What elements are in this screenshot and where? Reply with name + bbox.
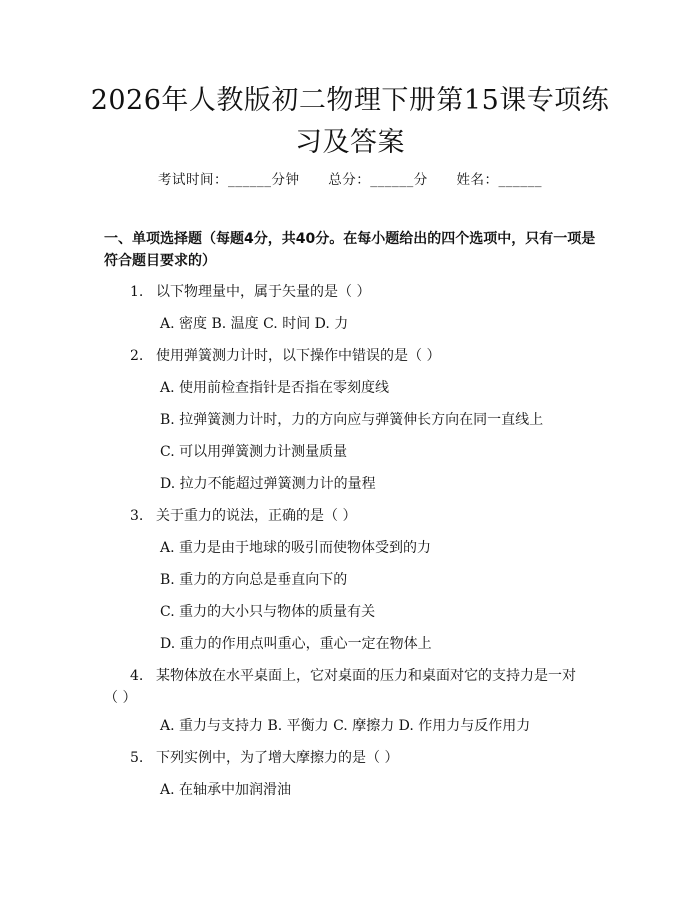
question-number: 1.	[130, 284, 144, 300]
question-3-option-c: C. 重力的大小只与物体的质量有关	[160, 604, 376, 620]
question-stem: 下列实例中，为了增大摩擦力的是（ ）	[156, 750, 399, 766]
question-3-option-a: A. 重力是由于地球的吸引而使物体受到的力	[160, 540, 432, 556]
question-3	[104, 505, 604, 527]
question-5-option-a: A. 在轴承中加润滑油	[160, 782, 292, 798]
name-field: 姓名：______	[456, 172, 542, 188]
question-1	[104, 281, 604, 303]
question-number: 3.	[130, 508, 144, 524]
question-3-option-d: D. 重力的作用点叫重心，重心一定在物体上	[160, 636, 432, 652]
question-stem: 使用弹簧测力计时，以下操作中错误的是（ ）	[156, 348, 441, 364]
question-2-option-d: D. 拉力不能超过弹簧测力计的量程	[160, 476, 376, 492]
total-score-field: 总分：______分	[328, 172, 428, 188]
exam-time-field: 考试时间：______分钟	[158, 172, 300, 188]
question-stem: 某物体放在水平桌面上，它对桌面的压力和桌面对它的支持力是一对（ ）	[104, 668, 576, 706]
section-heading: 一、单项选择题（每题4分，共40分。在每小题给出的四个选项中，只有一项是符合题目要求的）	[104, 231, 596, 269]
question-1-options: A. 密度 B. 温度 C. 时间 D. 力	[160, 316, 349, 332]
question-4-options: A. 重力与支持力 B. 平衡力 C. 摩擦力 D. 作用力与反作用力	[160, 718, 531, 734]
question-4	[104, 665, 584, 709]
question-2-option-a: A. 使用前检查指针是否指在零刻度线	[160, 380, 390, 396]
document-title: 2026年人教版初二物理下册第15课专项练习及答案	[90, 85, 610, 158]
question-number: 5.	[130, 750, 144, 766]
question-2-option-c: C. 可以用弹簧测力计测量质量	[160, 444, 348, 460]
question-number: 4.	[130, 668, 144, 684]
question-stem: 关于重力的说法，正确的是（ ）	[156, 508, 357, 524]
question-stem: 以下物理量中，属于矢量的是（ ）	[156, 284, 371, 300]
question-5	[104, 747, 604, 769]
exam-meta-line	[0, 168, 700, 188]
question-number: 2.	[130, 348, 144, 364]
question-2	[104, 345, 604, 367]
question-2-option-b: B. 拉弹簧测力计时，力的方向应与弹簧伸长方向在同一直线上	[160, 412, 544, 428]
question-3-option-b: B. 重力的方向总是垂直向下的	[160, 572, 348, 588]
